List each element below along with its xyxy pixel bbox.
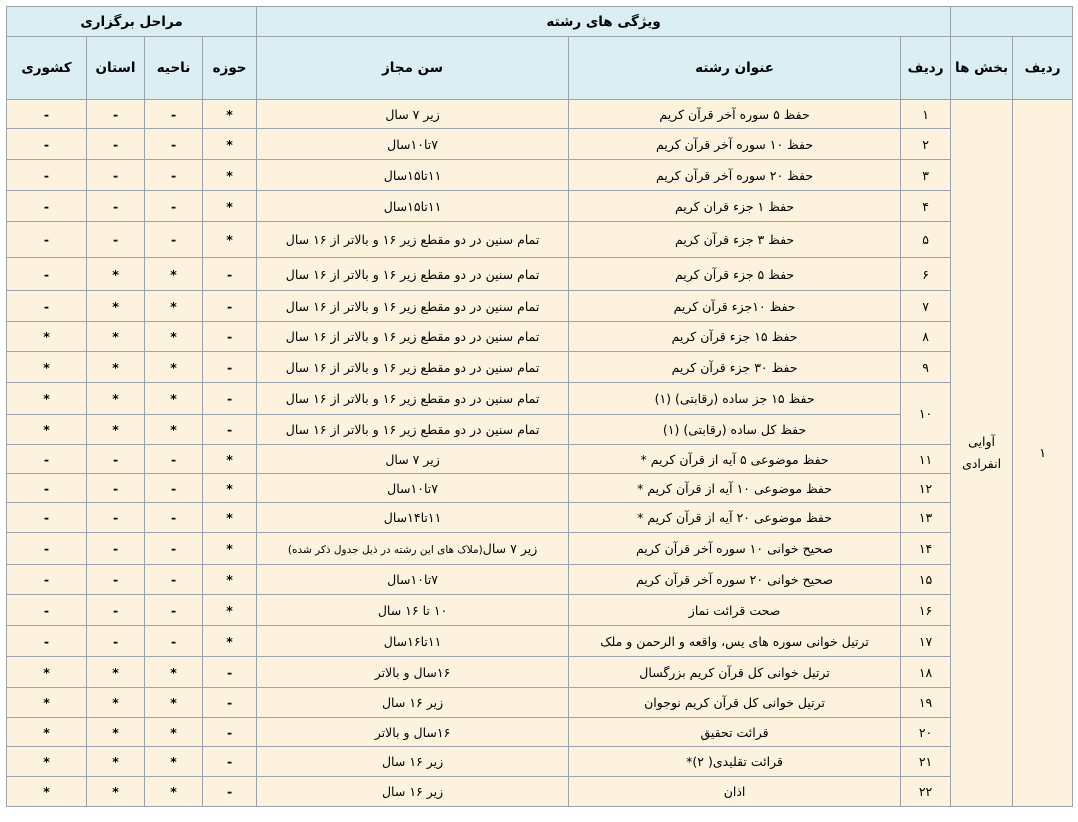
section-row-number: ۱ <box>1013 100 1073 807</box>
stage-ostan: - <box>87 222 145 258</box>
stage-nahiyeh: * <box>145 718 203 747</box>
row-num: ۳ <box>901 160 951 191</box>
table-row <box>7 626 1073 657</box>
row-age-text: تمام سنین در دو مقطع زیر ۱۶ و بالاتر از ۱۶ سال <box>285 391 540 406</box>
stage-keshvari: - <box>7 595 87 626</box>
table-row <box>7 129 1073 160</box>
stage-hozeh: - <box>203 777 257 807</box>
row-num: ۱۳ <box>901 503 951 533</box>
row-age <box>257 533 569 565</box>
stage-keshvari: - <box>7 533 87 565</box>
row-num: ۹ <box>901 352 951 383</box>
stage-nahiyeh: - <box>145 445 203 474</box>
row-age <box>257 595 569 626</box>
row-title: حفظ کل ساده (رقابتی) (۱) <box>569 415 901 445</box>
row-num: ۱۷ <box>901 626 951 657</box>
stage-ostan: - <box>87 191 145 222</box>
row-age-text: ۱۱تا۱۴سال <box>383 510 442 525</box>
row-age <box>257 747 569 777</box>
row-title: حفظ ۱۰ سوره آخر قرآن کریم <box>569 129 901 160</box>
stage-nahiyeh: * <box>145 688 203 718</box>
stage-hozeh: * <box>203 565 257 595</box>
stage-keshvari: * <box>7 657 87 688</box>
stage-keshvari: - <box>7 474 87 503</box>
stage-ostan: * <box>87 291 145 322</box>
row-age-text: ۱۶سال و بالاتر <box>374 724 451 740</box>
table-row <box>7 258 1073 291</box>
stage-keshvari: * <box>7 688 87 718</box>
header-keshvari: کشوری <box>7 37 87 100</box>
stage-hozeh: - <box>203 747 257 777</box>
row-age-text: زیر ۷ سال <box>385 451 440 467</box>
stage-hozeh: * <box>203 191 257 222</box>
stage-hozeh: - <box>203 291 257 322</box>
row-num: ۱۱ <box>901 445 951 474</box>
stage-nahiyeh: - <box>145 160 203 191</box>
header-age: سن مجاز <box>257 37 569 100</box>
stage-ostan: * <box>87 747 145 777</box>
table-row <box>7 657 1073 688</box>
stage-hozeh: * <box>203 445 257 474</box>
stage-nahiyeh: - <box>145 129 203 160</box>
row-age <box>257 129 569 160</box>
header-empty-cell <box>951 7 1073 37</box>
row-age <box>257 626 569 657</box>
stage-keshvari: - <box>7 445 87 474</box>
stage-ostan: - <box>87 445 145 474</box>
stage-keshvari: * <box>7 777 87 807</box>
stage-keshvari: - <box>7 191 87 222</box>
row-num: ۱۵ <box>901 565 951 595</box>
stage-ostan: - <box>87 533 145 565</box>
row-age <box>257 688 569 718</box>
stage-nahiyeh: - <box>145 503 203 533</box>
header-title: عنوان رشته <box>569 37 901 100</box>
table-row <box>7 445 1073 474</box>
stage-hozeh: * <box>203 222 257 258</box>
table-row <box>7 503 1073 533</box>
table-row <box>7 160 1073 191</box>
stage-hozeh: - <box>203 383 257 415</box>
row-age <box>257 258 569 291</box>
row-title: حفظ موضوعی ۱۰ آیه از قرآن کریم * <box>569 474 901 503</box>
stage-ostan: - <box>87 626 145 657</box>
table-row <box>7 191 1073 222</box>
row-age-text: زیر ۷ سال <box>385 106 440 122</box>
row-title: ترتیل خوانی کل قرآن کریم بزرگسال <box>569 657 901 688</box>
row-age-text: تمام سنین در دو مقطع زیر ۱۶ و بالاتر از ۱۶ سال <box>285 359 540 375</box>
stage-ostan: * <box>87 258 145 291</box>
competition-table <box>6 6 1073 807</box>
stage-keshvari: - <box>7 129 87 160</box>
row-age-text: ۱۱تا۱۵سال <box>383 198 442 214</box>
row-title: صحت قرائت نماز <box>569 595 901 626</box>
stage-keshvari: * <box>7 383 87 415</box>
stage-nahiyeh: * <box>145 657 203 688</box>
row-num: ۱۲ <box>901 474 951 503</box>
row-num: ۱ <box>901 100 951 129</box>
header-stages-group: مراحل برگزاری <box>7 7 257 37</box>
stage-hozeh: * <box>203 503 257 533</box>
row-title: قرائت تحقیق <box>569 718 901 747</box>
stage-hozeh: * <box>203 533 257 565</box>
row-age-text: تمام سنین در دو مقطع زیر ۱۶ و بالاتر از ۱۶ سال <box>285 422 540 437</box>
stage-hozeh: - <box>203 718 257 747</box>
row-num: ۶ <box>901 258 951 291</box>
row-age-text: ۱۶سال و بالاتر <box>374 664 451 680</box>
row-age-text: تمام سنین در دو مقطع زیر ۱۶ و بالاتر از ۱۶ سال <box>285 266 540 282</box>
row-num: ۲ <box>901 129 951 160</box>
stage-ostan: - <box>87 100 145 129</box>
row-title: حفظ ۱۵ جزء قرآن کریم <box>569 322 901 352</box>
row-num: ۱۸ <box>901 657 951 688</box>
stage-nahiyeh: * <box>145 291 203 322</box>
stage-hozeh: * <box>203 595 257 626</box>
stage-nahiyeh: - <box>145 595 203 626</box>
row-num: ۱۹ <box>901 688 951 718</box>
table-row <box>7 322 1073 352</box>
row-title: صحیح خوانی ۲۰ سوره آخر قرآن کریم <box>569 565 901 595</box>
stage-nahiyeh: * <box>145 747 203 777</box>
stage-ostan: - <box>87 565 145 595</box>
stage-hozeh: * <box>203 160 257 191</box>
table-row <box>7 533 1073 565</box>
stage-hozeh: - <box>203 352 257 383</box>
table-row <box>7 595 1073 626</box>
stage-ostan: * <box>87 718 145 747</box>
row-age <box>257 100 569 129</box>
table-row <box>7 352 1073 383</box>
stage-keshvari: - <box>7 100 87 129</box>
stage-hozeh: - <box>203 688 257 718</box>
stage-keshvari: - <box>7 503 87 533</box>
stage-keshvari: * <box>7 415 87 445</box>
stage-hozeh: * <box>203 474 257 503</box>
header-features-group: ویژگی های رشته <box>257 7 951 37</box>
row-age-text: ۷تا۱۰سال <box>387 136 438 152</box>
stage-keshvari: * <box>7 747 87 777</box>
section-name: آوایی انفرادی <box>951 100 1013 807</box>
row-age-text: ۱۰ تا ۱۶ سال <box>377 602 448 618</box>
row-num: ۱۶ <box>901 595 951 626</box>
stage-nahiyeh: * <box>145 415 203 445</box>
row-age-text: تمام سنین در دو مقطع زیر ۱۶ و بالاتر از ۱۶ سال <box>285 232 540 247</box>
row-title: حفظ ۱۵ جز ساده (رقابتی) (۱) <box>569 383 901 415</box>
row-age <box>257 291 569 322</box>
row-title: حفظ ۲۰ سوره آخر قرآن کریم <box>569 160 901 191</box>
row-age <box>257 415 569 445</box>
row-title: صحیح خوانی ۱۰ سوره آخر قرآن کریم <box>569 533 901 565</box>
stage-nahiyeh: - <box>145 474 203 503</box>
row-age-text: زیر ۷ سال <box>482 541 538 556</box>
row-age-text: زیر ۱۶ سال <box>381 784 444 799</box>
stage-nahiyeh: - <box>145 100 203 129</box>
stage-nahiyeh: - <box>145 191 203 222</box>
row-age <box>257 474 569 503</box>
row-age <box>257 503 569 533</box>
row-age <box>257 191 569 222</box>
row-age <box>257 657 569 688</box>
table-row <box>7 474 1073 503</box>
stage-nahiyeh: * <box>145 258 203 291</box>
row-title: اذان <box>569 777 901 807</box>
row-num: ۴ <box>901 191 951 222</box>
stage-keshvari: * <box>7 352 87 383</box>
stage-hozeh: - <box>203 415 257 445</box>
row-age <box>257 777 569 807</box>
row-age-text: ۱۱تا۱۶سال <box>383 633 442 649</box>
row-age <box>257 160 569 191</box>
row-age <box>257 565 569 595</box>
stage-nahiyeh: - <box>145 533 203 565</box>
table-row <box>7 747 1073 777</box>
header-ostan: استان <box>87 37 145 100</box>
row-age <box>257 445 569 474</box>
stage-ostan: * <box>87 383 145 415</box>
row-title: حفظ موضوعی ۵ آیه از قرآن کریم * <box>569 445 901 474</box>
stage-keshvari: - <box>7 291 87 322</box>
stage-ostan: - <box>87 503 145 533</box>
stage-keshvari: * <box>7 718 87 747</box>
table-row <box>7 222 1073 258</box>
stage-hozeh: - <box>203 322 257 352</box>
stage-ostan: - <box>87 595 145 626</box>
stage-ostan: * <box>87 322 145 352</box>
table-row <box>7 383 1073 415</box>
stage-ostan: - <box>87 474 145 503</box>
stage-keshvari: - <box>7 222 87 258</box>
row-age <box>257 352 569 383</box>
row-title: ترتیل خوانی کل قرآن کریم نوجوان <box>569 688 901 718</box>
header-nahiyeh: ناحیه <box>145 37 203 100</box>
row-age-text: ۱۱تا۱۵سال <box>383 167 442 183</box>
stage-nahiyeh: - <box>145 626 203 657</box>
header-num: ردیف <box>901 37 951 100</box>
table-body <box>7 100 1073 807</box>
table-row <box>7 688 1073 718</box>
stage-hozeh: - <box>203 657 257 688</box>
stage-hozeh: * <box>203 100 257 129</box>
table-row <box>7 291 1073 322</box>
stage-nahiyeh: * <box>145 777 203 807</box>
row-title: ترتیل خوانی سوره های یس، واقعه و الرحمن و ملک <box>569 626 901 657</box>
header-section: بخش ها <box>951 37 1013 100</box>
row-age <box>257 718 569 747</box>
table-row <box>7 777 1073 807</box>
stage-hozeh: * <box>203 129 257 160</box>
row-age-text: ۷تا۱۰سال <box>387 480 438 496</box>
row-age <box>257 383 569 415</box>
row-num: ۱۰ <box>901 383 951 445</box>
row-title: حفظ ۵ جزء قرآن کریم <box>569 258 901 291</box>
row-title: قرائت تقلیدی( ۲)* <box>569 747 901 777</box>
header-hozeh: حوزه <box>203 37 257 100</box>
row-age-note: (ملاک های این رشته در ذیل جدول ذکر شده) <box>287 544 483 556</box>
row-age-text: زیر ۱۶ سال <box>381 695 444 710</box>
stage-hozeh: - <box>203 258 257 291</box>
table-row <box>7 565 1073 595</box>
stage-keshvari: * <box>7 322 87 352</box>
stage-nahiyeh: - <box>145 565 203 595</box>
stage-ostan: * <box>87 415 145 445</box>
stage-ostan: * <box>87 777 145 807</box>
stage-keshvari: - <box>7 626 87 657</box>
stage-hozeh: * <box>203 626 257 657</box>
row-num: ۷ <box>901 291 951 322</box>
stage-nahiyeh: - <box>145 222 203 258</box>
row-age-text: ۷تا۱۰سال <box>387 572 438 587</box>
stage-ostan: * <box>87 352 145 383</box>
header-row: ردیف <box>1013 37 1073 100</box>
row-num: ۲۰ <box>901 718 951 747</box>
row-title: حفظ ۳ جزء قرآن کریم <box>569 222 901 258</box>
table-row <box>7 100 1073 129</box>
row-title: حفظ ۱ جزء قران کریم <box>569 191 901 222</box>
stage-keshvari: - <box>7 258 87 291</box>
stage-keshvari: - <box>7 160 87 191</box>
stage-ostan: - <box>87 160 145 191</box>
stage-nahiyeh: * <box>145 322 203 352</box>
row-num: ۸ <box>901 322 951 352</box>
stage-ostan: - <box>87 129 145 160</box>
row-age <box>257 322 569 352</box>
row-age-text: تمام سنین در دو مقطع زیر ۱۶ و بالاتر از ۱۶ سال <box>285 329 540 344</box>
row-title: حفظ ۵ سوره آخر قرآن کریم <box>569 100 901 129</box>
stage-ostan: * <box>87 657 145 688</box>
row-age-text: زیر ۱۶ سال <box>381 754 444 769</box>
row-num: ۲۱ <box>901 747 951 777</box>
row-num: ۱۴ <box>901 533 951 565</box>
row-title: حفظ موضوعی ۲۰ آیه از قرآن کریم * <box>569 503 901 533</box>
row-num: ۲۲ <box>901 777 951 807</box>
row-num: ۵ <box>901 222 951 258</box>
stage-keshvari: - <box>7 565 87 595</box>
row-title: حفظ ۱۰جزء قرآن کریم <box>569 291 901 322</box>
table-row <box>7 718 1073 747</box>
row-title: حفظ ۳۰ جزء قرآن کریم <box>569 352 901 383</box>
stage-nahiyeh: * <box>145 383 203 415</box>
stage-nahiyeh: * <box>145 352 203 383</box>
stage-ostan: * <box>87 688 145 718</box>
row-age-text: تمام سنین در دو مقطع زیر ۱۶ و بالاتر از ۱۶ سال <box>285 298 540 314</box>
row-age <box>257 222 569 258</box>
